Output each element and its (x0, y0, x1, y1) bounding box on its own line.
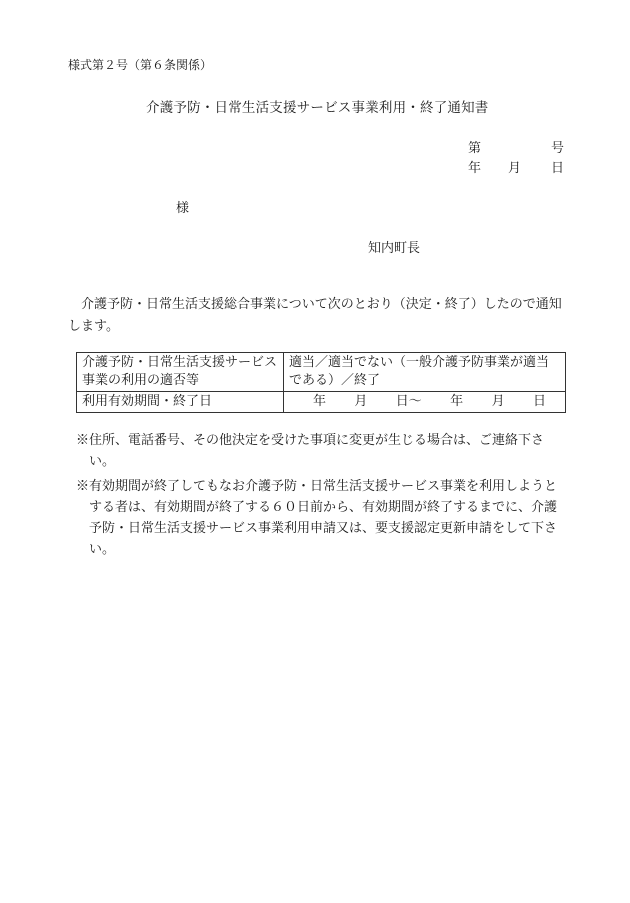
form-label: 様式第２号（第６条関係） (68, 58, 213, 72)
date-month: 月 (508, 161, 522, 176)
table-cell-period-value (284, 392, 566, 413)
note-item: ※有効期間が終了してもなお介護予防・日常生活支援サービス事業を利用しようとする者は、有効期間が終了する６０日前から、有効期間が終了するまでに、介護予防・日常生活支援サービス事業利用申請又は、要支援認定更新申請をして下さい。 (76, 479, 558, 557)
notes-section (76, 430, 566, 564)
period-end-day: 日 (532, 394, 546, 409)
issuer-name: 知内町長 (368, 241, 421, 256)
date-year: 年 (468, 161, 482, 176)
table-cell-period-label: 利用有効期間・終了日 (77, 392, 284, 413)
addressee-suffix: 様 (176, 201, 190, 216)
table-cell-eligibility-label: 介護予防・日常生活支援サービス事業の利用の適否等 (77, 353, 284, 392)
table-cell-eligibility-value: 適当／適当でない（一般介護予防事業が適当である）／終了 (284, 353, 566, 392)
number-prefix: 第 (468, 141, 482, 156)
date-day: 日 (550, 161, 564, 176)
period-start-month: 月 (354, 394, 368, 409)
document-number-line (468, 137, 564, 156)
period-start-year: 年 (313, 394, 327, 409)
period-end-month: 月 (491, 394, 505, 409)
period-end-year: 年 (450, 394, 464, 409)
number-suffix: 号 (550, 141, 564, 156)
table-row (77, 353, 566, 392)
document-title: 介護予防・日常生活支援サービス事業利用・終了通知書 (146, 100, 489, 116)
decision-table (76, 352, 566, 413)
period-start-day: 日～ (395, 394, 422, 409)
body-paragraph: 介護予防・日常生活支援総合事業について次のとおり（決定・終了）したので通知します。 (68, 297, 562, 334)
table-row (77, 392, 566, 413)
note-item: ※住所、電話番号、その他決定を受けた事項に変更が生じる場合は、ご連絡下さい。 (76, 433, 545, 469)
